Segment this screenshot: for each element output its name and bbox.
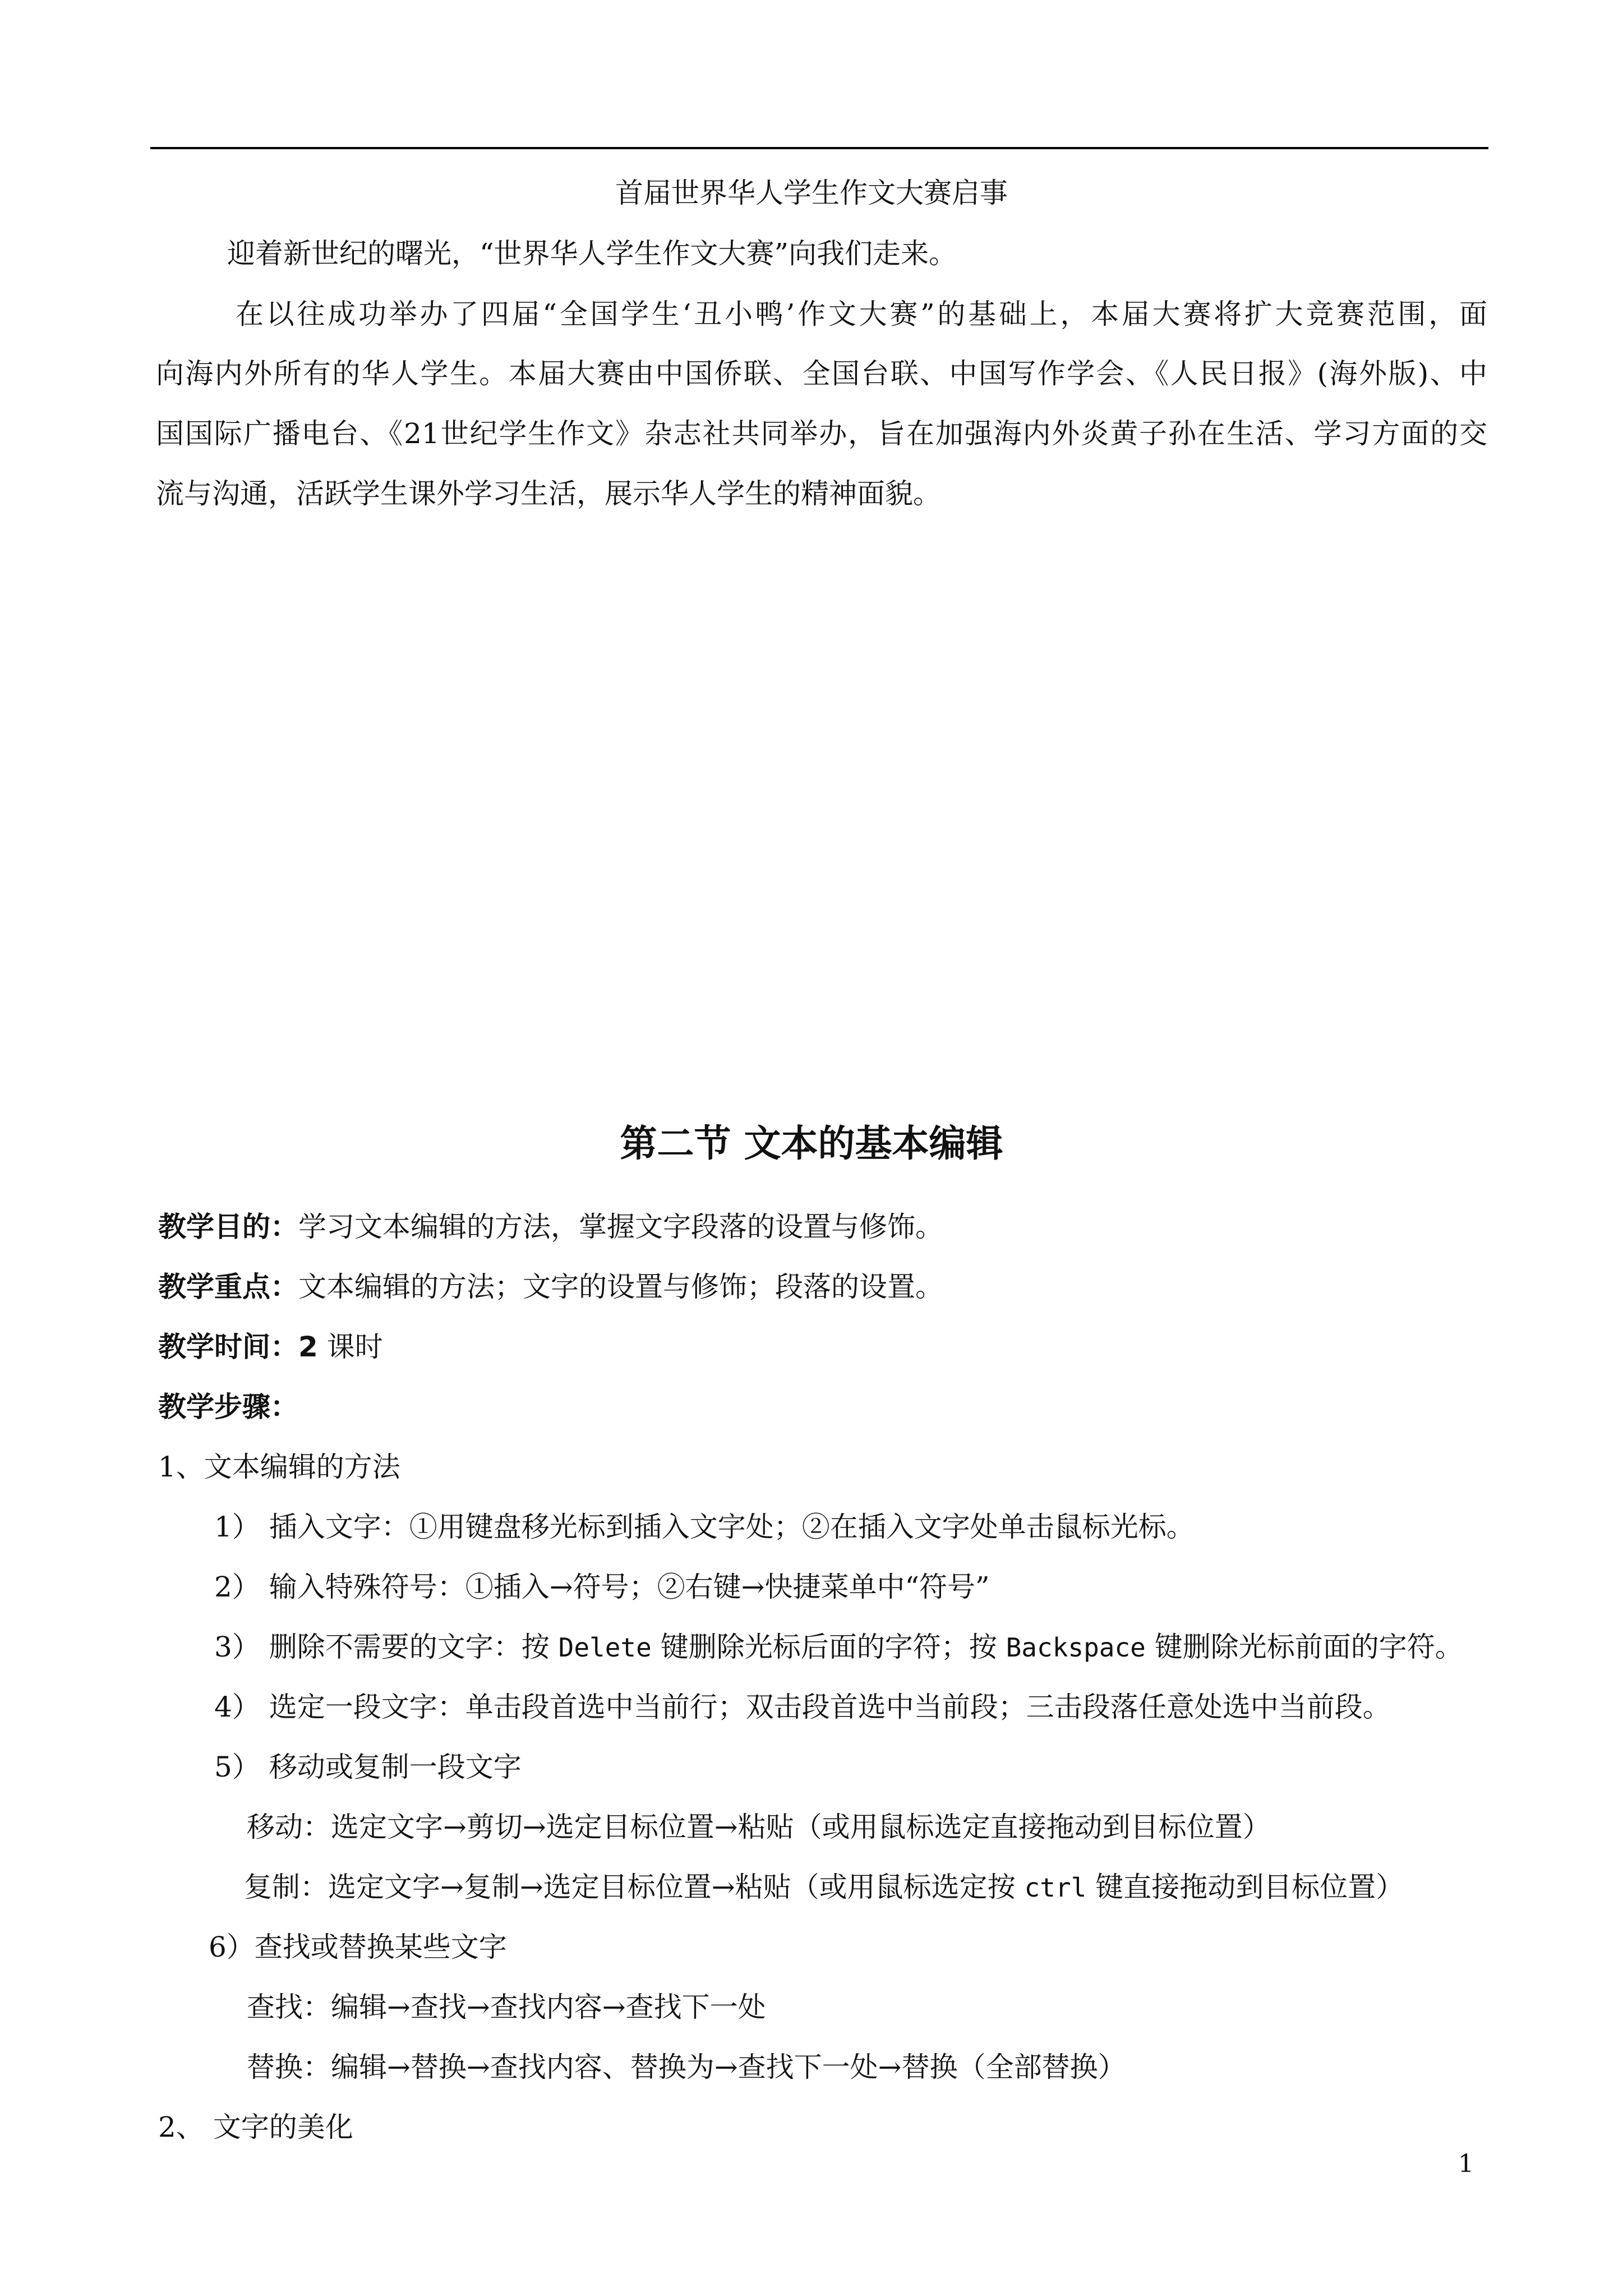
item-1-insert-text: 1） 插入文字：①用键盘移光标到插入文字处；②在插入文字处单击鼠标光标。 — [214, 1511, 1195, 1543]
teaching-time-unit: 课时 — [326, 1331, 383, 1363]
teaching-focus-text: 文本编辑的方法；文字的设置与修饰；段落的设置。 — [298, 1271, 943, 1303]
teaching-time-number: 2 — [298, 1331, 318, 1363]
notice-paragraph-line-4: 流与沟通，活跃学生课外学习生活，展示华人学生的精神面貌。 — [156, 477, 941, 510]
step-1-title: 1、文本编辑的方法 — [158, 1451, 400, 1483]
section-title: 第二节 文本的基本编辑 — [620, 1122, 1003, 1165]
teaching-time — [158, 1329, 383, 1365]
page-number: 1 — [1458, 2150, 1474, 2178]
delete-key: Delete — [558, 1632, 652, 1663]
teaching-steps-label: 教学步骤： — [158, 1391, 298, 1423]
item-6-find: 查找：编辑→查找→查找内容→查找下一处 — [247, 1991, 766, 2023]
notice-title: 首届世界华人学生作文大赛启事 — [615, 177, 1008, 209]
notice-paragraph-line-3: 国国际广播电台、《21世纪学生作文》杂志社共同举办，旨在加强海内外炎黄子孙在生活、学习方面的交 — [156, 417, 1487, 450]
item-5-move: 移动：选定文字→剪切→选定目标位置→粘贴（或用鼠标选定直接拖动到目标位置） — [247, 1811, 1271, 1843]
backspace-key: Backspace — [1006, 1632, 1146, 1663]
item-2-special-symbols: 2） 输入特殊符号：①插入→符号；②右键→快捷菜单中“符号” — [214, 1571, 990, 1603]
item-3-delete-text: 3） 删除不需要的文字：按 Delete 键删除光标后面的字符；按 Backspace 键删除光标前面的字符。 — [214, 1631, 1463, 1663]
step-2-title: 2、 文字的美化 — [158, 2111, 353, 2143]
ctrl-key: ctrl — [1024, 1872, 1087, 1903]
notice-paragraph-line-2: 向海内外所有的华人学生。本届大赛由中国侨联、全国台联、中国写作学会、《人民日报》(海外版)、中 — [156, 357, 1487, 390]
item-6-replace: 替换：编辑→替换→查找内容、替换为→查找下一处→替换（全部替换） — [247, 2051, 1126, 2083]
item-5-copy: 复制：选定文字→复制→选定目标位置→粘贴（或用鼠标选定按 ctrl 键直接拖动到目标位置） — [244, 1871, 1404, 1903]
teaching-focus — [158, 1269, 943, 1305]
item-4-select-text: 4） 选定一段文字：单击段首选中当前行；双击段首选中当前段；三击段落任意处选中当前段。 — [214, 1691, 1391, 1723]
teaching-focus-label: 教学重点： — [158, 1271, 298, 1303]
item-5-move-copy: 5） 移动或复制一段文字 — [214, 1751, 522, 1783]
teaching-purpose — [158, 1209, 943, 1245]
teaching-time-label: 教学时间： — [158, 1331, 298, 1363]
teaching-purpose-label: 教学目的： — [158, 1211, 298, 1243]
teaching-purpose-text: 学习文本编辑的方法，掌握文字段落的设置与修饰。 — [298, 1211, 943, 1243]
notice-intro-line: 迎着新世纪的曙光，“世界华人学生作文大赛”向我们走来。 — [227, 237, 957, 270]
notice-paragraph-line-1: 在以往成功举办了四届“全国学生‘丑小鸭’作文大赛”的基础上，本届大赛将扩大竞赛范围，面 — [236, 298, 1487, 330]
header-rule — [150, 147, 1488, 149]
item-6-find-replace: 6）查找或替换某些文字 — [209, 1931, 507, 1963]
